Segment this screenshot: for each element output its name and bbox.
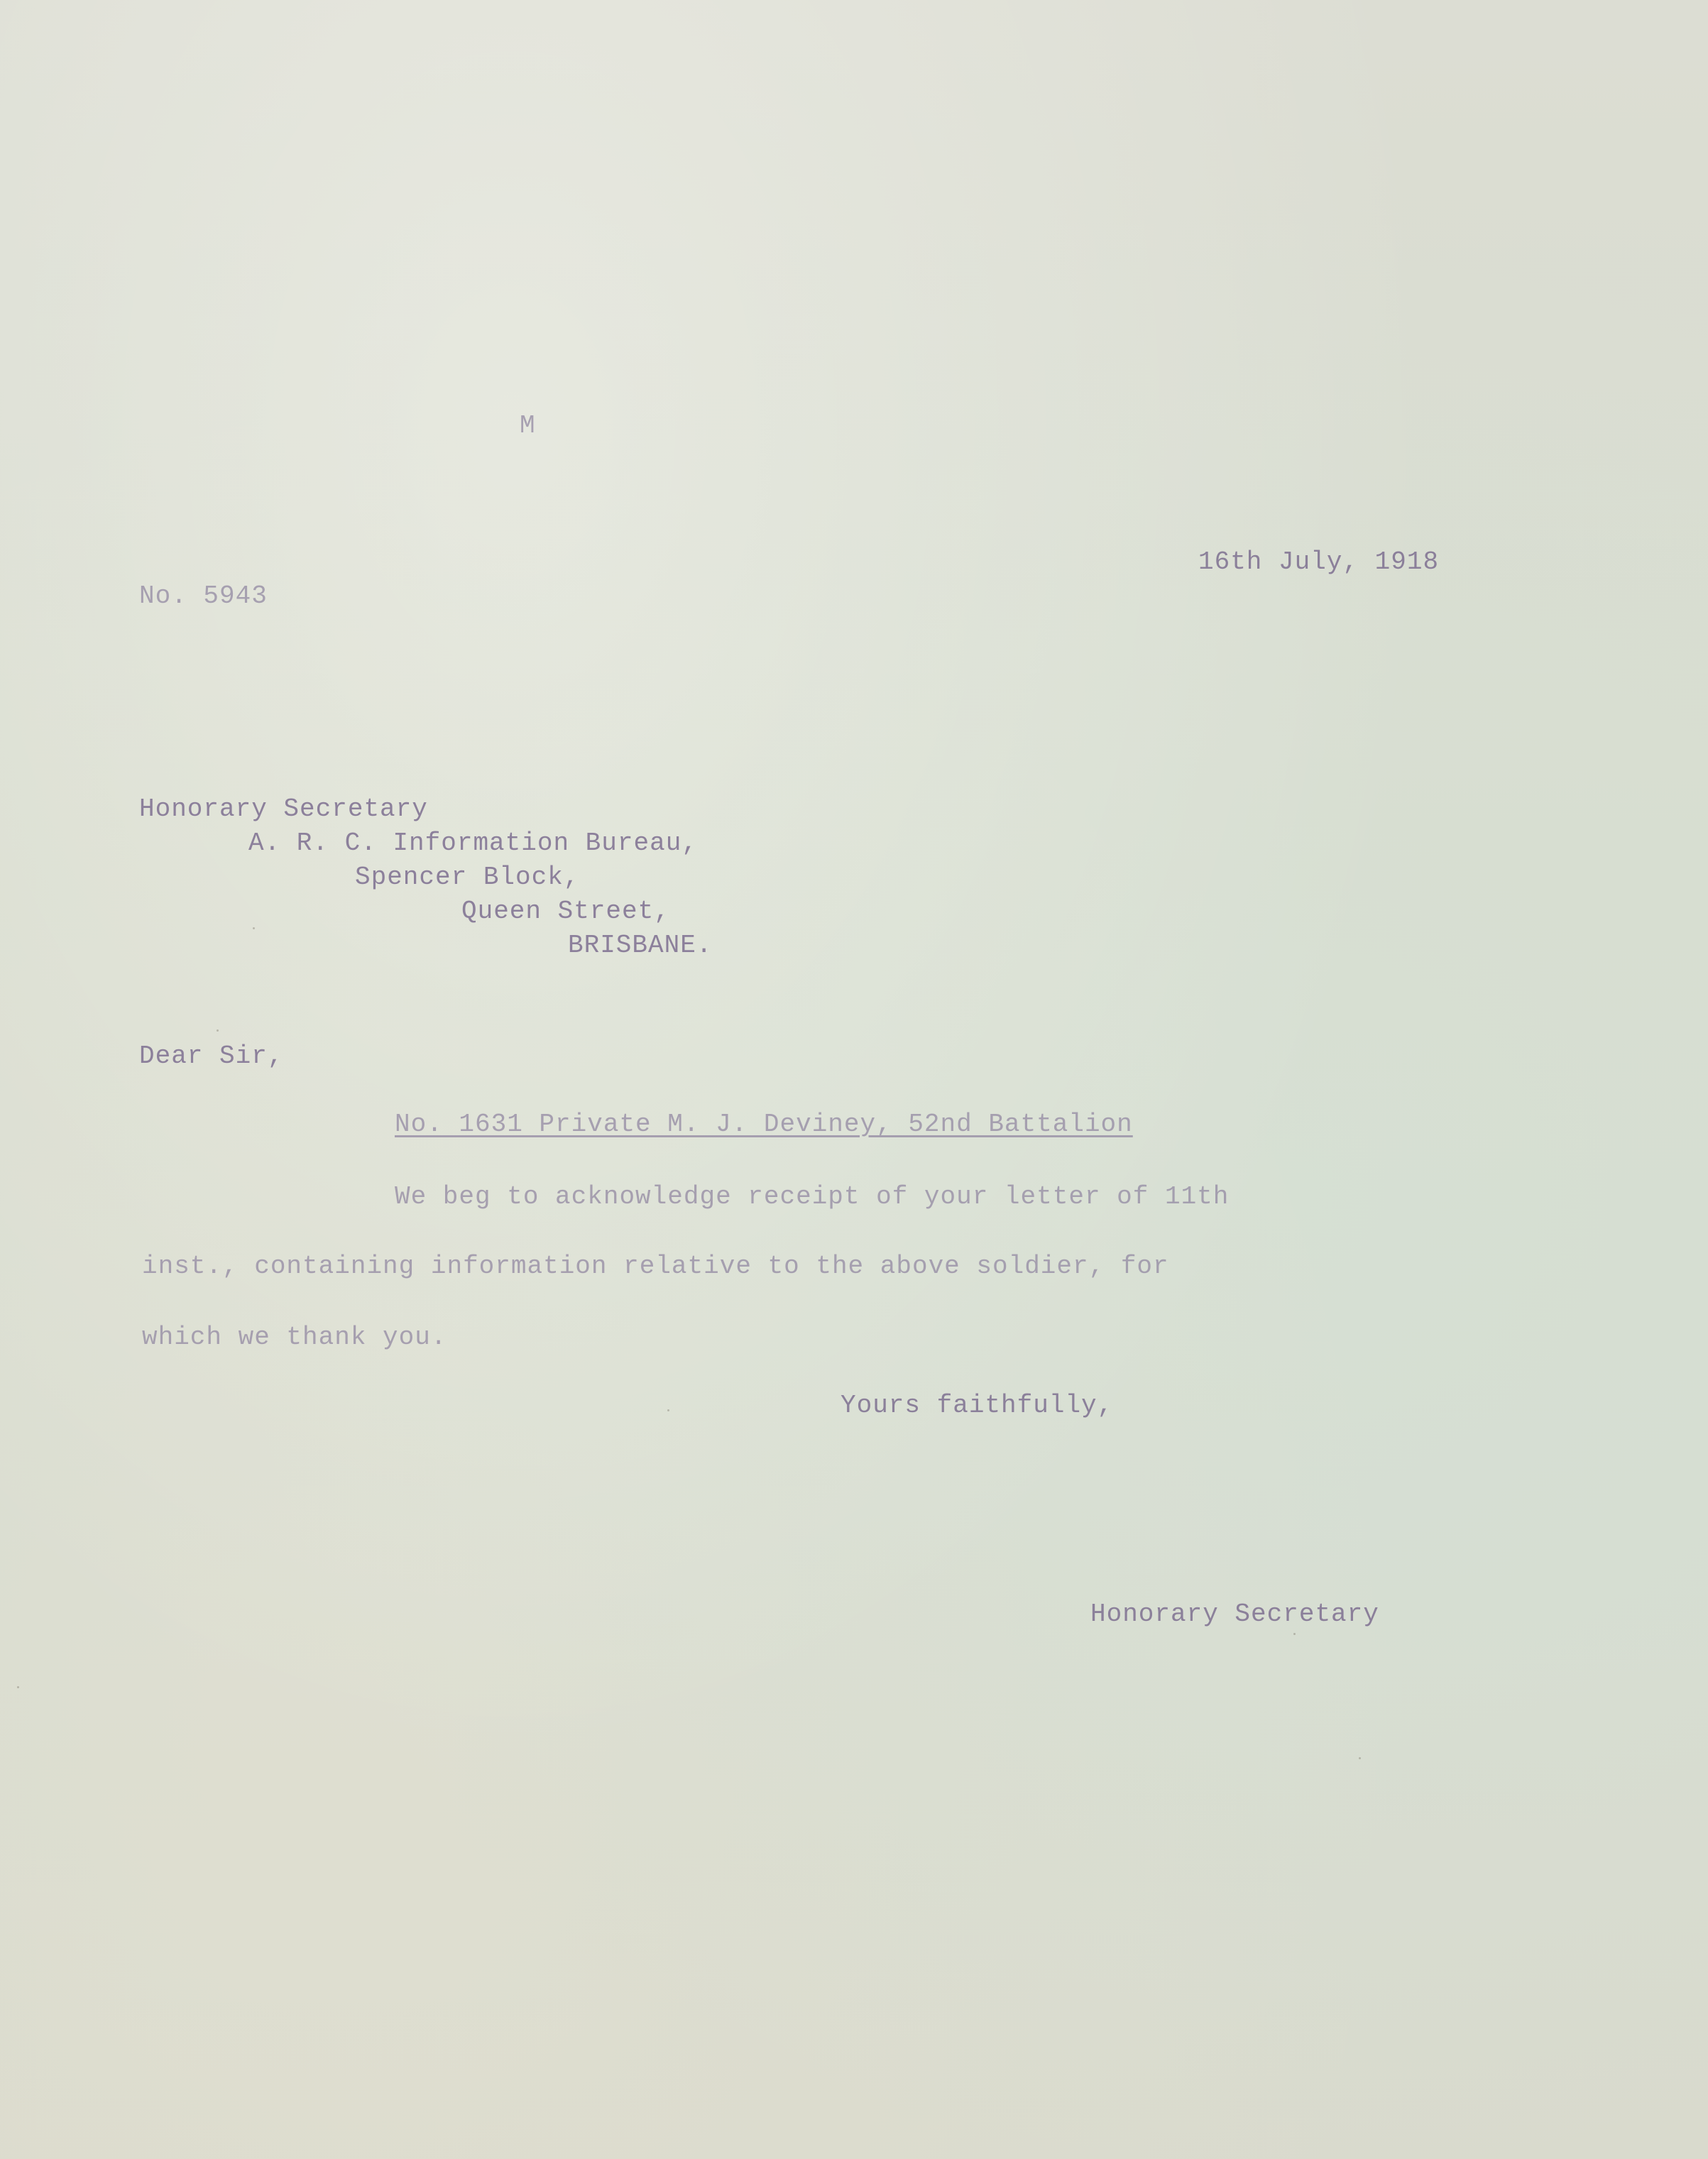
- file-number: No. 5943: [139, 581, 268, 611]
- body-line: which we thank you.: [142, 1323, 447, 1352]
- paper-speck: [667, 1409, 669, 1411]
- body-line: inst., containing information relative to the above soldier, for: [142, 1252, 1169, 1281]
- paper-speck: [1293, 1633, 1296, 1635]
- paper-speck: [1359, 1757, 1361, 1759]
- letter-date: 16th July, 1918: [1198, 547, 1440, 576]
- address-line: Queen Street,: [461, 897, 670, 926]
- reference-mark: M: [520, 411, 536, 440]
- salutation: Dear Sir,: [139, 1042, 284, 1071]
- paper-speck: [17, 1686, 19, 1688]
- subject-line: No. 1631 Private M. J. Deviney, 52nd Battalion: [395, 1110, 1133, 1139]
- signature-title: Honorary Secretary: [1090, 1600, 1379, 1629]
- address-line: BRISBANE.: [568, 931, 713, 960]
- address-line: Honorary Secretary: [139, 794, 428, 824]
- body-line: We beg to acknowledge receipt of your letter of 11th: [395, 1182, 1230, 1211]
- paper-speck: [217, 1029, 219, 1032]
- closing: Yours faithfully,: [841, 1391, 1114, 1420]
- paper-speck: [253, 927, 255, 929]
- address-line: A. R. C. Information Bureau,: [248, 829, 698, 858]
- address-line: Spencer Block,: [355, 863, 580, 892]
